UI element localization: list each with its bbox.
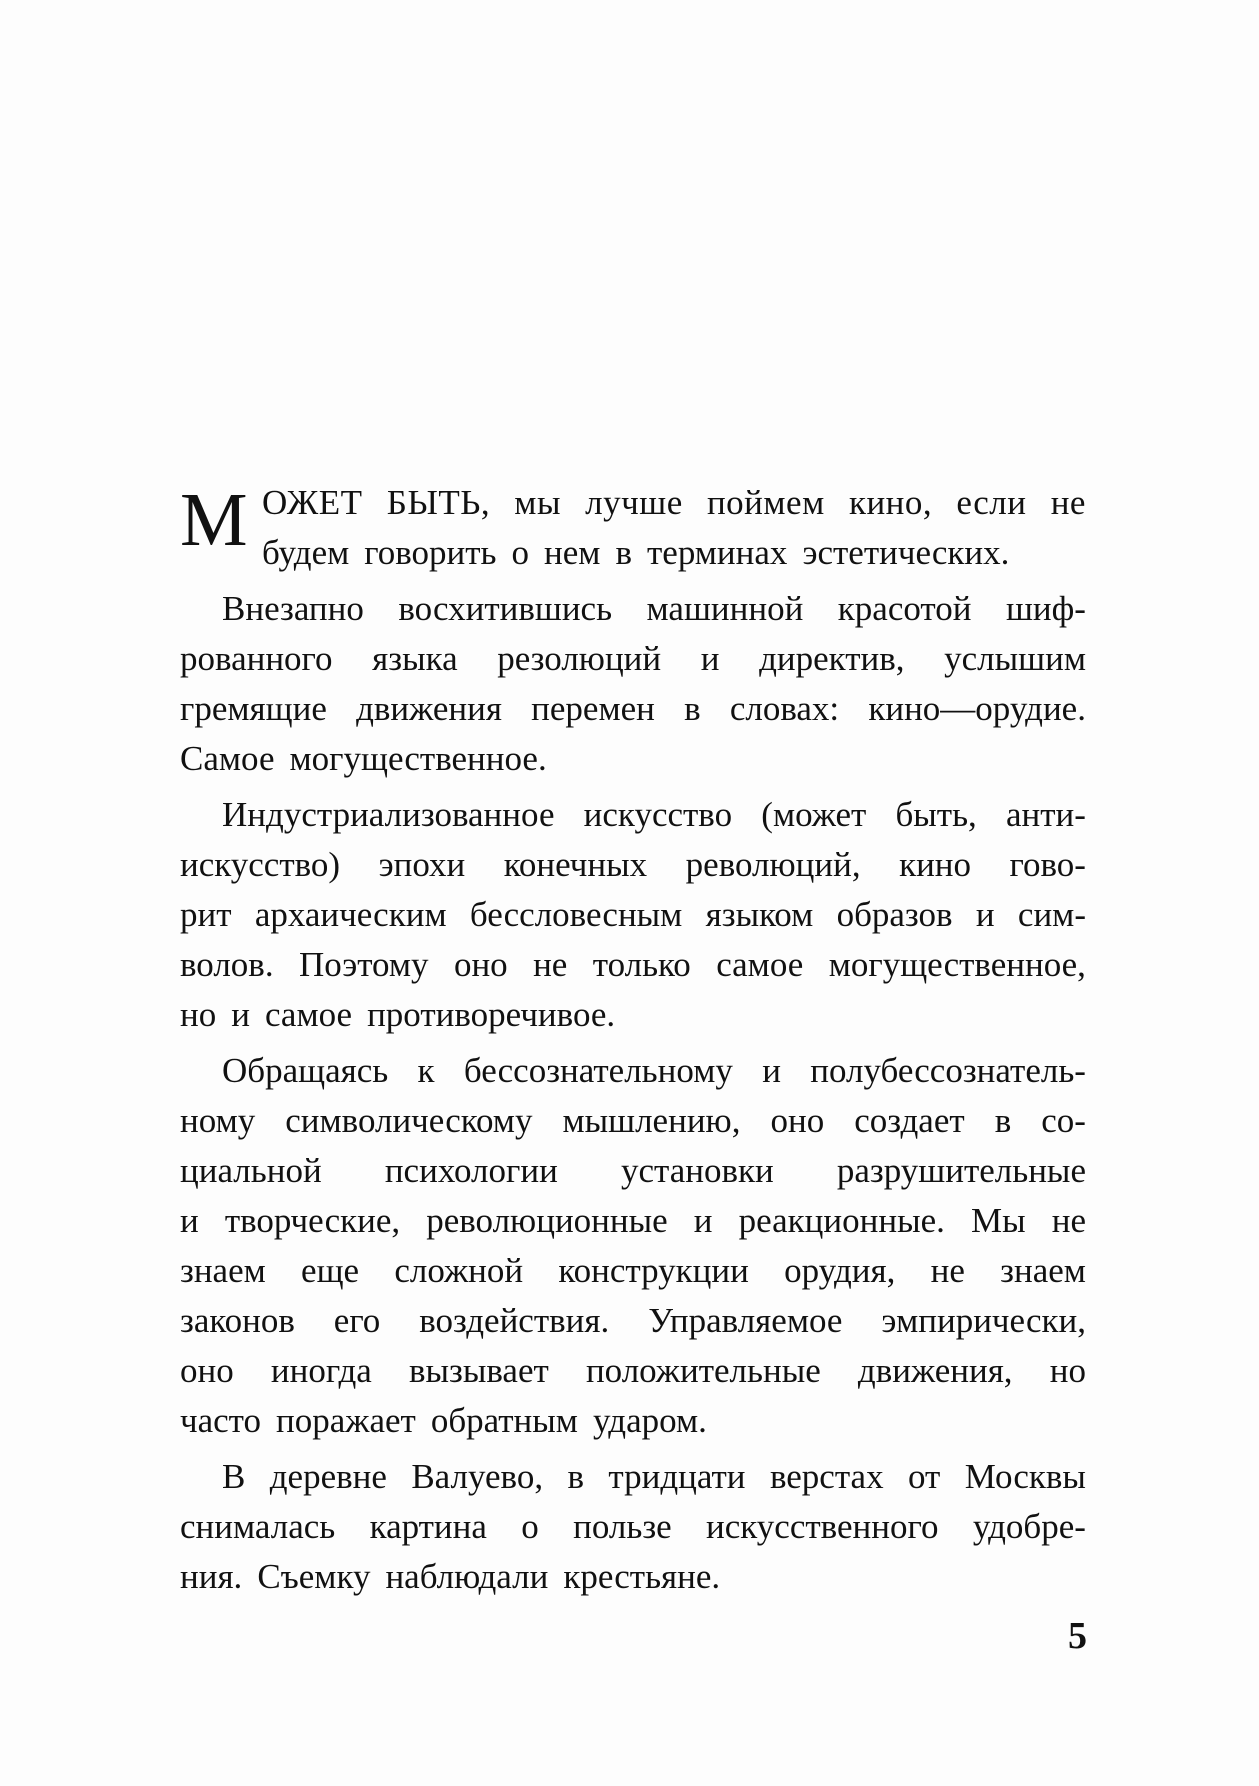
text-line [180,1146,1086,1196]
word: резолюций [497,639,662,678]
word: обратным [430,1401,578,1440]
word: творческие, [224,1201,401,1240]
word: в [994,1101,1012,1140]
word: тридцати [608,1457,746,1496]
word: терминах [646,533,788,572]
word: орудия, [784,1251,896,1290]
word: движения, [857,1351,1013,1390]
word: конструкции [558,1251,749,1290]
text-line [180,1296,1086,1346]
word: циальной [180,1151,322,1190]
word: эстетических. [802,533,1010,572]
text-line [180,634,1086,684]
word: словах: [729,689,840,728]
text-line [180,1552,1086,1602]
word: искусство [583,795,733,834]
text-line [180,1246,1086,1296]
text-line [180,478,1086,528]
word: (может [761,795,867,834]
word: и [180,1201,199,1240]
word: психологии [384,1151,558,1190]
word: от [907,1457,941,1496]
word: знаем [1000,1251,1086,1290]
word: Съемку [257,1557,371,1596]
word: и [231,995,250,1034]
word: волов. [180,945,274,984]
word: рит [180,895,232,934]
word: не [1051,1201,1086,1240]
word: Москвы [964,1457,1086,1496]
word: оно [770,1101,825,1140]
text-line [180,684,1086,734]
word: оно [453,945,508,984]
word: сим- [1017,895,1086,934]
word: рованного [180,639,333,678]
word: бессловесным [469,895,683,934]
word: ному [180,1101,256,1140]
word: не [1050,483,1086,522]
word: искусственного [706,1507,939,1546]
word: к [417,1051,435,1090]
word: и [700,639,720,678]
word: законов [180,1301,295,1340]
word: его [333,1301,381,1340]
word: полубессознатель- [810,1051,1086,1090]
word: Обращаясь [222,1051,389,1090]
word: в [684,689,701,728]
word: часто [180,1401,262,1440]
text-line [180,1396,1086,1446]
word: Мы [970,1201,1026,1240]
body-text [180,478,1086,1602]
text-line [180,940,1086,990]
word: реакционные. [738,1201,945,1240]
word: ОЖЕТ [262,483,363,522]
word: шиф- [1005,589,1086,628]
page-number: 5 [1068,1615,1087,1657]
text-line [180,840,1086,890]
word: создает [854,1101,965,1140]
word: ударом. [592,1401,707,1440]
text-line [180,1452,1086,1502]
word: сложной [394,1251,524,1290]
word: и [693,1201,713,1240]
word: Внезапно [222,589,364,628]
word: только [592,945,691,984]
word: еще [301,1251,360,1290]
word: лучше [585,483,683,522]
text-line [180,1046,1086,1096]
text-line [180,1502,1086,1552]
word: Индустриализованное [222,795,555,834]
word: перемен [531,689,655,728]
word: эмпирически, [881,1301,1086,1340]
word: кино—орудие. [868,689,1086,728]
word: но [1049,1351,1086,1390]
word: могущественное, [828,945,1086,984]
word: движения [356,689,502,728]
word: удобре- [972,1507,1086,1546]
word: положительные [585,1351,821,1390]
word: языком [705,895,814,934]
word: будем [262,533,350,572]
word: воздействия. [419,1301,610,1340]
word: Управляемое [648,1301,843,1340]
word: машинной [646,589,804,628]
word: образов [836,895,953,934]
word: гово- [1009,845,1086,884]
word: установки [620,1151,774,1190]
word: искусство) [180,845,341,884]
word: противоречивое. [367,995,616,1034]
word: мышлению, [562,1101,741,1140]
word: поражает [276,1401,416,1440]
word: и [762,1051,781,1090]
word: о [511,533,530,572]
word: могущественное. [289,739,547,778]
word: самое [264,995,353,1034]
word: Самое [180,739,275,778]
word: ния. [180,1557,243,1596]
word: языка [372,639,458,678]
word: в [567,1457,584,1496]
word: самое [716,945,804,984]
word: вызывает [408,1351,549,1390]
word: в [615,533,632,572]
word: если [956,483,1027,522]
word: крестьяне. [563,1557,721,1596]
word: нем [544,533,601,572]
text-line [180,734,1086,784]
word: наблюдали [385,1557,549,1596]
word: но [180,995,217,1034]
word: конечных [503,845,648,884]
word: пользе [573,1507,672,1546]
word: Валуево, [411,1457,544,1496]
word: и [975,895,995,934]
word: картина [369,1507,487,1546]
text-line [180,1096,1086,1146]
text-line [180,990,1086,1040]
word: красотой [837,589,972,628]
text-line [180,890,1086,940]
word: о [521,1507,539,1546]
word: В [222,1457,246,1496]
word: снималась [180,1507,336,1546]
word: не [930,1251,965,1290]
word: разрушительные [836,1151,1086,1190]
word: революционные [426,1201,668,1240]
text-line [180,790,1086,840]
word: Поэтому [298,945,429,984]
word: со- [1041,1101,1086,1140]
word: оно [180,1351,234,1390]
word: революций, [685,845,861,884]
word: архаическим [254,895,447,934]
word: кино [899,845,972,884]
word: анти- [1006,795,1086,834]
word: быть, [895,795,977,834]
text-line [180,1196,1086,1246]
word: символическому [285,1101,533,1140]
word: иногда [270,1351,372,1390]
word: поймем [706,483,825,522]
text-line [180,528,1086,578]
word: БЫТЬ, [386,483,491,522]
word: бессознательному [463,1051,733,1090]
word: мы [514,483,561,522]
drop-cap: М [180,478,248,562]
word: восхитившись [398,589,613,628]
word: верстах [769,1457,884,1496]
word: гремящие [180,689,327,728]
word: деревне [269,1457,387,1496]
word: знаем [180,1251,266,1290]
word: говорить [364,533,497,572]
word: директив, [759,639,905,678]
text-line [180,584,1086,634]
word: не [533,945,568,984]
word: эпохи [378,845,466,884]
word: кино, [848,483,933,522]
text-line [180,1346,1086,1396]
word: услышим [944,639,1086,678]
